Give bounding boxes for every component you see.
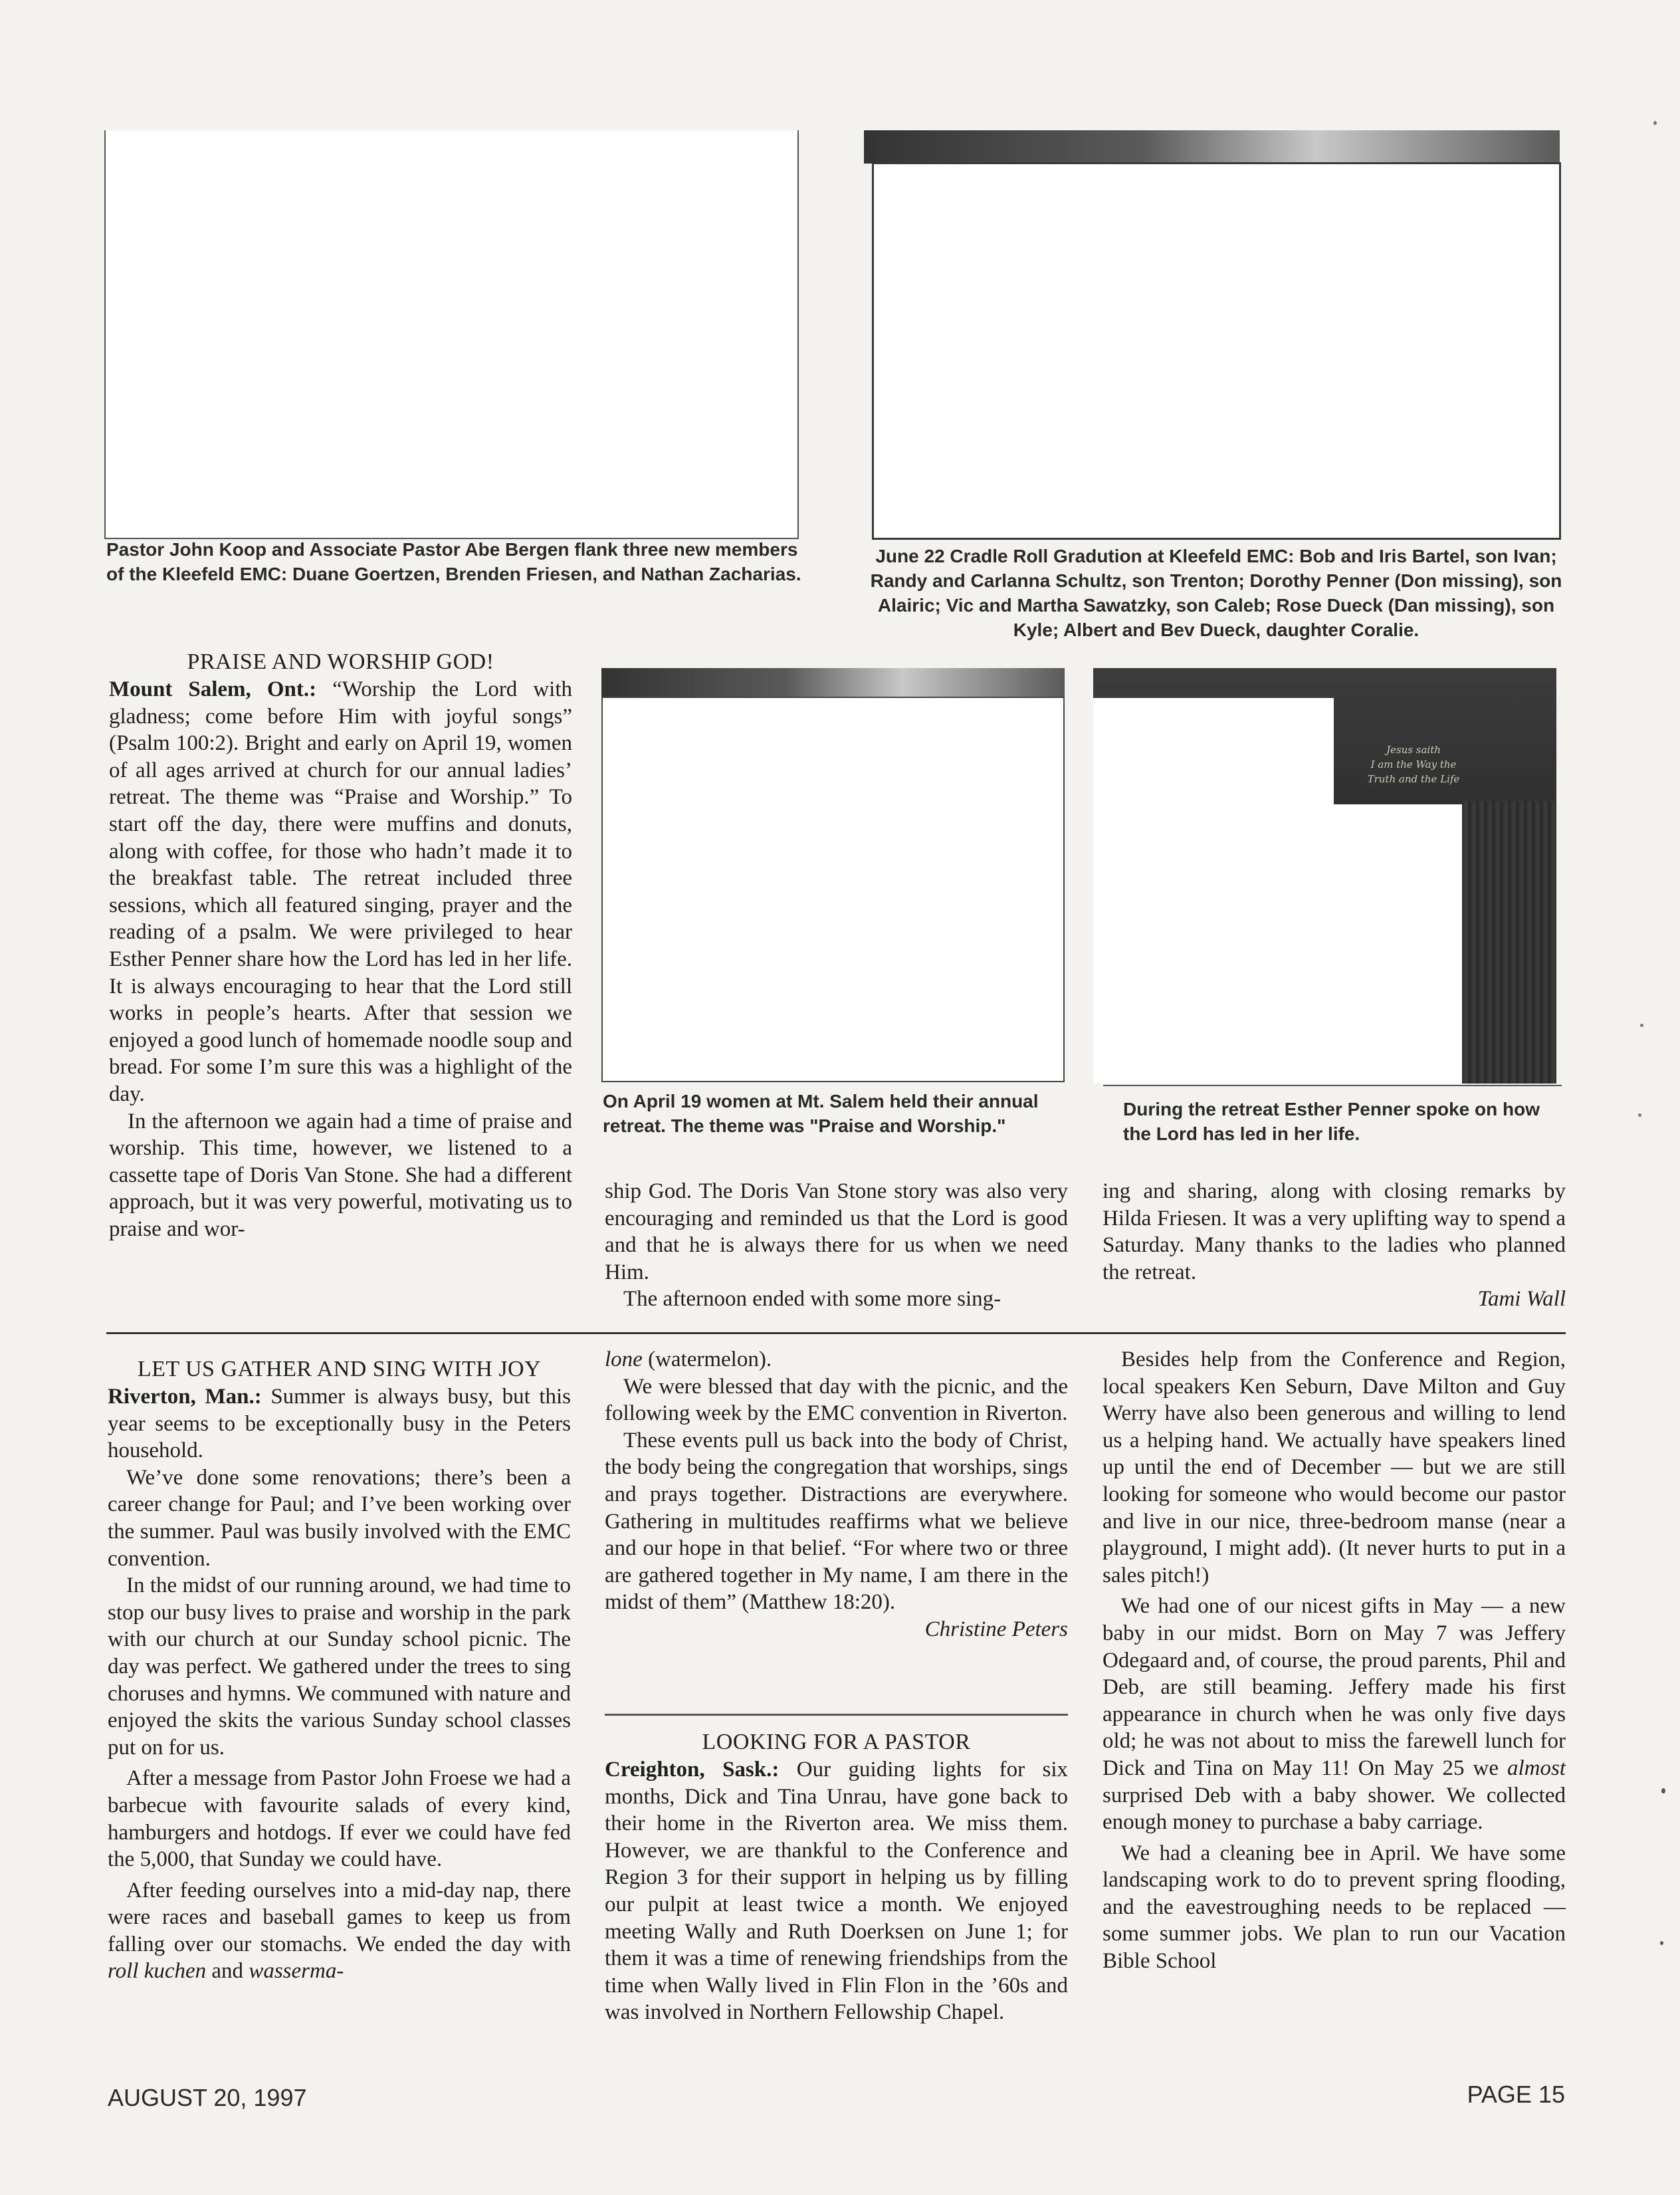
article-gather-sing-p7: These events pull us back into the body of Christ, the body being the congregation that worships, sings and prays together. Distractions are everywhere. Gathering in multitudes reaffirms what we believe and our hope in that belief. “For where two or three are gathered together in My name, I am there in the midst of them” (Matthew 18:20). bbox=[605, 1428, 1068, 1615]
term-wassermalone-part1: wasserma- bbox=[249, 1959, 344, 1984]
article-praise-worship-p2a: In the afternoon we again had a time of praise and worship. This time, however, we listened to a cassette tape of Doris Van Stone. She had a different approach, but it was very powerful, motivating us to praise and wor- bbox=[109, 1109, 572, 1241]
caption-kleefeld-new-members: Pastor John Koop and Associate Pastor Abe Bergen flank three new members of the Kleefeld EMC: Duane Goertzen, Brenden Friesen, and Nathan Zacharias. bbox=[106, 539, 801, 584]
article-gather-sing-p1: Summer is always busy, but this year seems to be exceptionally busy in the Peters household. bbox=[108, 1385, 571, 1463]
article-gather-sing-p4: After a message from Pastor John Froese we had a barbecue with favourite salads of every kind, hamburgers and hotdogs. If ever we could have fed the 5,000, that Sunday we could have. bbox=[108, 1766, 571, 1872]
article-gather-sing-col2 bbox=[605, 1346, 1068, 1643]
headline-praise-worship: PRAISE AND WORSHIP GOD! bbox=[187, 649, 494, 674]
signature-christine-peters: Christine Peters bbox=[924, 1617, 1068, 1641]
caption-retreat-women: On April 19 women at Mt. Salem held their annual retreat. The theme was "Praise and Worship." bbox=[603, 1091, 1039, 1136]
caption-esther-penner: During the retreat Esther Penner spoke on how the Lord has led in her life. bbox=[1123, 1099, 1540, 1144]
photo-retreat-frame bbox=[601, 668, 1065, 699]
footer-page-number: PAGE 15 bbox=[1467, 2081, 1565, 2108]
footer-date: AUGUST 20, 1997 bbox=[108, 2084, 307, 2111]
rule-before-looking-for-pastor bbox=[605, 1714, 1068, 1716]
term-almost: almost bbox=[1507, 1756, 1566, 1780]
signature-tami-wall: Tami Wall bbox=[1477, 1287, 1566, 1312]
dateline-riverton: Riverton, Man.: bbox=[108, 1385, 262, 1409]
photo-retreat-women bbox=[601, 697, 1065, 1082]
article-looking-pastor-p4: We had a cleaning bee in April. We have some landscaping work to do to prevent spring flooding, and the eavestroughing needs to be replaced — some summer jobs. We plan to run our Vacation Bible School bbox=[1102, 1841, 1566, 1974]
article-praise-worship-p1: “Worship the Lord with gladness; come before Him with joyful songs” (Psalm 100:2). Bright and early on April 19, women of all ages arrived at church for our annual ladies’ retreat. The theme was “Praise and Worship.” To start off the day, there were muffins and donuts, along with coffee, for those who hadn’t made it to the breakfast table. The retreat included three sessions, which all featured singing, prayer and the reading of a psalm. We were privileged to hear Esther Penner share how the Lord has led in her life. It is always encouraging to hear that the Lord still works in people’s hearts. After that session we enjoyed a good lunch of homemade noodle soup and bread. For some I’m sure this was a highlight of the day. bbox=[109, 677, 573, 1106]
article-praise-worship-p3b: ing and sharing, along with closing remarks by Hilda Friesen. It was a very uplifting way to spend a Saturday. Many thanks to the ladies who planned the retreat. bbox=[1102, 1179, 1566, 1284]
article-gather-sing-p5b: (watermelon). bbox=[648, 1347, 772, 1371]
term-roll-kuchen: roll kuchen bbox=[108, 1959, 207, 1984]
article-looking-pastor-col3 bbox=[1102, 1346, 1566, 1975]
word-and: and bbox=[211, 1959, 244, 1984]
sign-line-1: Jesus saith bbox=[1386, 744, 1441, 756]
article-praise-worship-col1 bbox=[109, 648, 572, 1242]
margin-speck bbox=[1640, 1024, 1643, 1027]
margin-speck bbox=[1653, 121, 1657, 125]
sign-line-2: I am the Way the bbox=[1370, 758, 1457, 770]
article-looking-pastor-p3b: surprised Deb with a baby shower. We collected enough money to purchase a baby carriage. bbox=[1102, 1783, 1566, 1835]
article-gather-sing-col1 bbox=[108, 1346, 571, 1985]
rule-under-captions bbox=[1103, 1085, 1562, 1086]
article-gather-sing-p3: In the midst of our running around, we had time to stop our busy lives to praise and worship in the park with our church at our Sunday school picnic. The day was perfect. We gathered under the trees to sing choruses and hymns. We communed with nature and enjoyed the skits the various Sunday school classes put on for us. bbox=[108, 1573, 571, 1760]
article-praise-worship-p3a: The afternoon ended with some more sing- bbox=[623, 1287, 1001, 1312]
article-gather-sing-p2: We’ve done some renovations; there’s been a career change for Paul; and I’ve been working over the summer. Paul was busily involved with the EMC convention. bbox=[108, 1465, 571, 1571]
photo-esther-penner-wood bbox=[1462, 801, 1556, 1084]
photo-esther-penner bbox=[1093, 668, 1556, 1084]
article-praise-worship-col2 bbox=[605, 1178, 1068, 1313]
photo-kleefeld-new-members bbox=[104, 130, 799, 539]
section-divider-rule bbox=[106, 1332, 1566, 1334]
photo-cradle-roll-frame bbox=[864, 130, 1560, 164]
sign-line-3: Truth and the Life bbox=[1367, 773, 1460, 785]
margin-speck bbox=[1660, 1941, 1663, 1945]
term-wassermalone-part2: lone bbox=[605, 1347, 643, 1371]
photo-esther-penner-white-2 bbox=[1334, 804, 1462, 1084]
article-looking-pastor-p1: Our guiding lights for six months, Dick and Tina Unrau, have gone back to their home in the Riverton area. We miss them. However, we are thankful to the Conference and Region 3 for their support in helping us by filling our pulpit at least twice a month. We enjoyed meeting Wally and Ruth Doerksen on June 1; for them it was a time of renewing friendships from the time when Wally lived in Flin Flon in the ’60s and was involved in Northern Fellowship Chapel. bbox=[605, 1758, 1068, 2025]
caption-cradle-roll: June 22 Cradle Roll Gradution at Kleefeld EMC: Bob and Iris Bartel, son Ivan; Randy and Carlanna Schultz, son Trenton; Dorothy Penner (Don missing), son Alairic; Vic and Martha Sawatzky, son Caleb; Rose Dueck (Dan missing), son Kyle; Albert and Bev Dueck, daughter Coralie. bbox=[870, 546, 1562, 640]
article-gather-sing-p6: We were blessed that day with the picnic, and the following week by the EMC convention in Riverton. bbox=[605, 1374, 1068, 1426]
photo-esther-penner-white bbox=[1093, 698, 1334, 1084]
headline-gather-sing: LET US GATHER AND SING WITH JOY bbox=[137, 1357, 542, 1381]
headline-looking-pastor: LOOKING FOR A PASTOR bbox=[702, 1730, 971, 1754]
article-looking-pastor-p2: Besides help from the Conference and Region, local speakers Ken Seburn, Dave Milton and Guy Werry have also been generous and willing to lend us a helping hand. We actually have speakers lined up until the end of December — but we are still looking for someone who would become our pastor and live in our nice, three-bedroom manse (near a playground, I might add). (It never hurts to put in a sales pitch!) bbox=[1102, 1347, 1566, 1587]
dateline-mount-salem: Mount Salem, Ont.: bbox=[109, 677, 317, 701]
article-praise-worship-col3 bbox=[1102, 1178, 1566, 1313]
article-gather-sing-p5a: After feeding ourselves into a mid-day nap, there were races and baseball games to keep us from falling over our stomachs. We ended the day with bbox=[108, 1878, 571, 1956]
photo-cradle-roll bbox=[872, 162, 1561, 540]
margin-speck bbox=[1661, 1788, 1665, 1793]
article-praise-worship-p2b: ship God. The Doris Van Stone story was also very encouraging and reminded us that the Lord is good and that he is always there for us when we need Him. bbox=[605, 1179, 1068, 1284]
dateline-creighton: Creighton, Sask.: bbox=[605, 1758, 780, 1782]
church-sign bbox=[1334, 741, 1493, 804]
article-looking-pastor-p3: We had one of our nicest gifts in May — a new baby in our midst. Born on May 7 was Jeffery Odegaard and, of course, the proud parents, Phil and Deb, are still beaming. Jeffery made his first appearance in church when he was only five days old; he was not about to miss the farewell lunch for Dick and Tina on May 11! On May 25 we bbox=[1102, 1594, 1566, 1780]
article-looking-pastor-col2 bbox=[605, 1728, 1068, 2026]
margin-speck bbox=[1638, 1113, 1641, 1117]
